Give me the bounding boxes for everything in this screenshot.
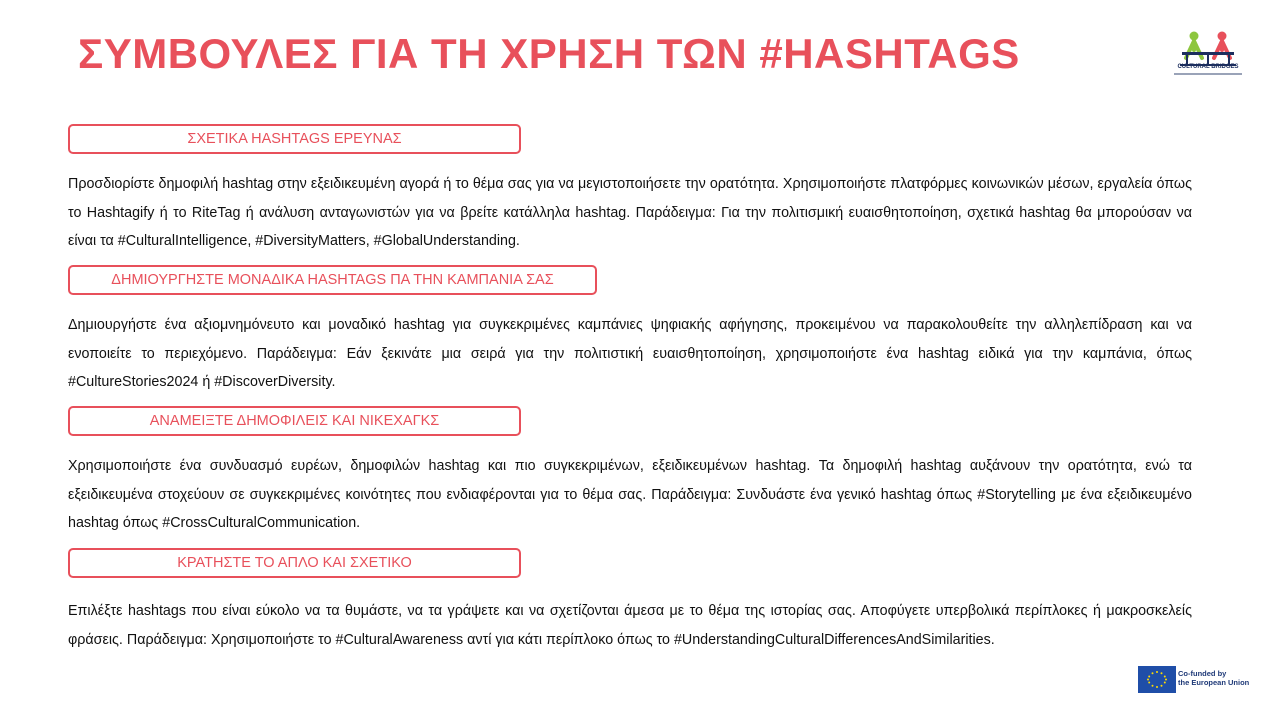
section-text-simple: Επιλέξτε hashtags που είναι εύκολο να τα θυμάστε, να τα γράψετε και να σχετίζονται άμεσα με το θέμα της ιστορίας σας. Αποφύγετε υπερβολικά περίπλοκες ή μακροσκελείς φράσεις. Παράδειγμα: Χρησιμοποιήστε το #CulturalAwareness αντί για κάτι περίπλοκο όπως το #UnderstandingCulturalDifferencesAndSimilarities. — [68, 603, 1192, 648]
eu-cofunded-logo — [1138, 666, 1256, 692]
section-text-mix: Χρησιμοποιήστε ένα συνδυασμό ευρέων, δημοφιλών hashtag και πιο συγκεκριμένων, εξειδικευμένων hashtag. Τα δημοφιλή hashtag αυξάνουν την ορατότητα, ενώ τα εξειδικευμένα στοχεύουν σε συγκεκριμένες κοινότητες που ενδιαφέρονται για το θέμα σας. Παράδειγμα: Συνδυάστε ένα γενικό hashtag όπως #Storytelling με ένα εξειδικευμένο hashtag όπως #CrossCulturalCommunication. — [68, 458, 1192, 531]
page-title: ΣΥΜΒΟΥΛΕΣ ΓΙΑ ΤΗ ΧΡΗΣΗ ΤΩΝ #HASHTAGS — [78, 30, 1020, 77]
section-text-unique: Δημιουργήστε ένα αξιομνημόνευτο και μοναδικό hashtag για συγκεκριμένες καμπάνιες ψηφιακής αφήγησης, προκειμένου να παρακολουθείτε την αλληλεπίδραση και να ενοποιείτε το περιεχόμενο. Παράδειγμα: Εάν ξεκινάτε μια σειρά για την πολιτιστική ευαισθητοποίηση, χρησιμοποιήστε ένα hashtag ειδικά για την καμπάνια, όπως #CultureStories2024 ή #DiscoverDiversity. — [68, 317, 1192, 390]
cultural-bridges-logo — [1172, 14, 1244, 92]
logo-underline — [1174, 73, 1242, 75]
section-heading-simple: ΚΡΑΤΗΣΤΕ ΤΟ ΑΠΛΟ ΚΑΙ ΣΧΕΤΙΚΟ — [68, 548, 521, 578]
section-heading-mix: ΑΝΑΜΕΙΞΤΕ ΔΗΜΟΦΙΛΕΙΣ ΚΑΙ ΝΙΚΕΧΑΓΚΣ — [68, 406, 521, 436]
eu-cofunded-text — [1178, 669, 1249, 687]
section-heading-unique: ΔΗΜΙΟΥΡΓΗΣΤΕ ΜΟΝΑΔΙΚΑ HASHTAGS ΠΑ ΤΗΝ ΚΑΜΠΑΝΙΑ ΣΑΣ — [68, 265, 597, 295]
eu-line-1: Co-funded by — [1178, 669, 1227, 678]
eu-line-2: the European Union — [1178, 678, 1250, 687]
section-heading-research: ΣΧΕΤΙΚΑ HASHTAGS ΕΡΕΥΝΑΣ — [68, 124, 521, 154]
section-text-research: Προσδιορίστε δημοφιλή hashtag στην εξειδικευμένη αγορά ή το θέμα σας για να μεγιστοποιήσετε την ορατότητα. Χρησιμοποιήστε πλατφόρμες κοινωνικών μέσων, εργαλεία όπως το Hashtagify ή το RiteTag ή ανάλυση ανταγωνιστών για να βρείτε κατάλληλα hashtag. Παράδειγμα: Για την πολιτισμική ευαισθητοποίηση, σχετικά hashtag θα μπορούσαν να είναι τα #CulturalIntelligence, #DiversityMatters, #GlobalUnderstanding. — [68, 176, 1192, 249]
eu-flag-icon — [1138, 666, 1176, 693]
logo-name: CULTURAL BRIDGES — [1177, 64, 1239, 70]
